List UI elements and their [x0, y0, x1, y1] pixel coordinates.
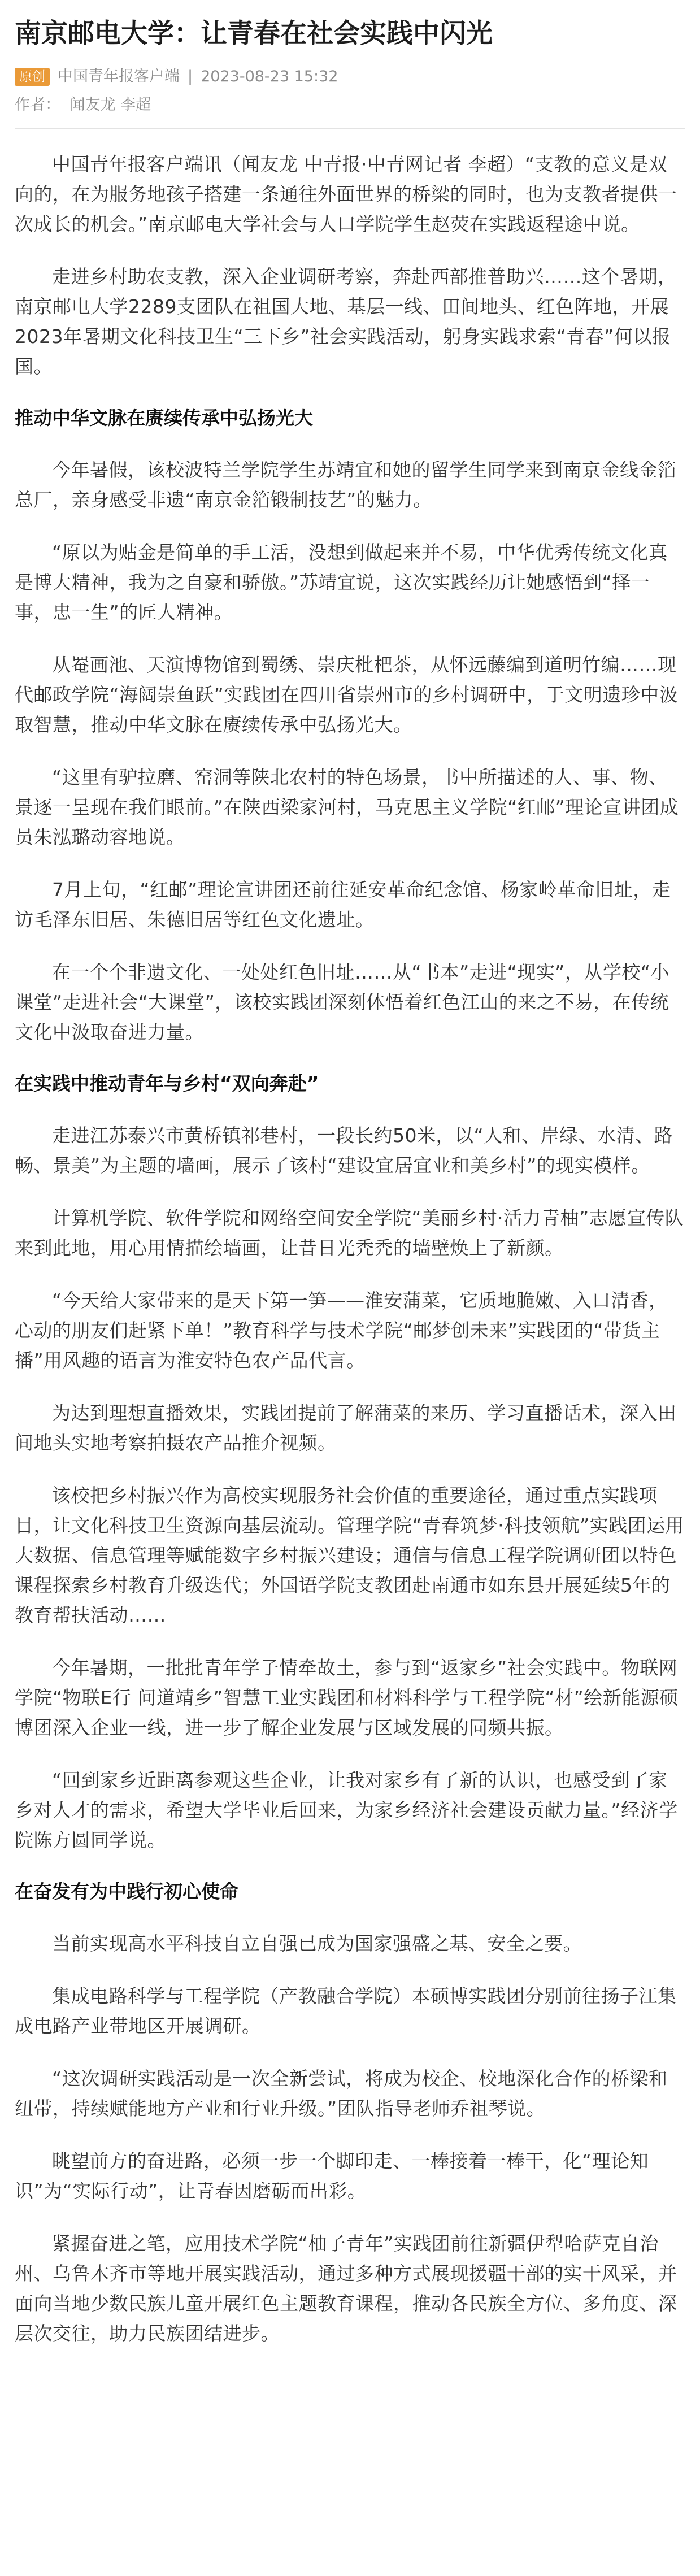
paragraph: 该校把乡村振兴作为高校实现服务社会价值的重要途径，通过重点实践项目，让文化科技卫生资源向基层流动。管理学院“青春筑梦·科技领航”实践团运用大数据、信息管理等赋能数字乡村振兴建设；通信与信息工程学院调研团以特色课程探索乡村教育升级迭代；外国语学院支教团赴南通市如东县开展延续5年的教育帮扶活动……	[15, 1484, 685, 1626]
section-heading: 在奋发有为中践行初心使命	[15, 1880, 238, 1902]
paragraph: “今天给大家带来的是天下第一笋——淮安蒲菜，它质地脆嫩、入口清香，心动的朋友们赶紧下单！”教育科学与技术学院“邮梦创未来”实践团的“带货主播”用风趣的语言为淮安特色农产品代言。	[15, 1289, 668, 1371]
paragraph: 从罨画池、天演博物馆到蜀绣、崇庆枇杷茶，从怀远藤编到道明竹编……现代邮政学院“海阔崇鱼跃”实践团在四川省崇州市的乡村调研中，于文明遗珍中汲取智慧，推动中华文脉在赓续传承中弘扬光大。	[15, 654, 679, 736]
section-heading: 推动中华文脉在赓续传承中弘扬光大	[15, 407, 313, 429]
paragraph: 为达到理想直播效果，实践团提前了解蒲菜的来历、学习直播话术，深入田间地头实地考察拍摄农产品推介视频。	[15, 1402, 677, 1454]
source-name[interactable]: 中国青年报客户端	[58, 68, 180, 85]
publish-date: 2023-08-23 15:32	[201, 68, 338, 85]
author-line	[15, 95, 685, 115]
paragraph: 今年暑假，该校波特兰学院学生苏靖宜和她的留学生同学来到南京金线金箔总厂，亲身感受非遗“南京金箔锻制技艺”的魅力。	[15, 459, 677, 511]
paragraph: 今年暑期，一批批青年学子情牵故土，参与到“返家乡”社会实践中。物联网学院“物联E行 问道靖乡”智慧工业实践团和材料科学与工程学院“材”绘新能源硕博团深入企业一线，进一步了解企业发展与区域发展的同频共振。	[15, 1657, 679, 1739]
paragraph: 集成电路科学与工程学院（产教融合学院）本硕博实践团分别前往扬子江集成电路产业带地区开展调研。	[15, 1985, 677, 2037]
paragraph: 紧握奋进之笔，应用技术学院“柚子青年”实践团前往新疆伊犁哈萨克自治州、乌鲁木齐市等地开展实践活动，通过多种方式展现援疆干部的实干风采，并面向当地少数民族儿童开展红色主题教育课程，推动各民族全方位、多角度、深层次交往，助力民族团结进步。	[15, 2232, 677, 2344]
paragraph: 走进乡村助农支教，深入企业调研考察，奔赴西部推普助兴……这个暑期，南京邮电大学2289支团队在祖国大地、基层一线、田间地头、红色阵地，开展2023年暑期文化科技卫生“三下乡”社会实践活动，躬身实践求索“青春”何以报国。	[15, 266, 677, 377]
article-meta	[15, 67, 685, 87]
header-divider	[15, 128, 685, 129]
paragraph: 中国青年报客户端讯（闻友龙 中青报·中青网记者 李超）“支教的意义是双向的，在为服务地孩子搭建一条通往外面世界的桥梁的同时，也为支教者提供一次成长的机会。”南京邮电大学社会与人口学院学生赵荧在实践返程途中说。	[15, 153, 677, 235]
paragraph: 计算机学院、软件学院和网络空间安全学院“美丽乡村·活力青柚”志愿宣传队来到此地，用心用情描绘墙画，让昔日光秃秃的墙壁焕上了新颜。	[15, 1207, 684, 1259]
paragraph: “这里有驴拉磨、窑洞等陕北农村的特色场景，书中所描述的人、事、物、景逐一呈现在我们眼前。”在陕西梁家河村，马克思主义学院“红邮”理论宣讲团成员朱泓璐动容地说。	[15, 766, 679, 848]
paragraph: 在一个个非遗文化、一处处红色旧址……从“书本”走进“现实”，从学校“小课堂”走进社会“大课堂”，该校实践团深刻体悟着红色江山的来之不易，在传统文化中汲取奋进力量。	[15, 961, 669, 1043]
paragraph: 7月上旬，“红邮”理论宣讲团还前往延安革命纪念馆、杨家岭革命旧址，走访毛泽东旧居、朱德旧居等红色文化遗址。	[15, 879, 671, 931]
original-badge: 原创	[15, 68, 50, 86]
section-heading: 在实践中推动青年与乡村“双向奔赴”	[15, 1072, 319, 1094]
article-title: 南京邮电大学：让青春在社会实践中闪光	[15, 18, 493, 49]
paragraph: “原以为贴金是简单的手工活，没想到做起来并不易，中华优秀传统文化真是博大精神，我为之自豪和骄傲。”苏靖宜说，这次实践经历让她感悟到“择一事，忠一生”的匠人精神。	[15, 541, 668, 623]
paragraph: “回到家乡近距离参观这些企业，让我对家乡有了新的认识，也感受到了家乡对人才的需求，希望大学毕业后回来，为家乡经济社会建设贡献力量。”经济学院陈方圆同学说。	[15, 1769, 678, 1851]
article-body	[15, 149, 685, 2348]
meta-separator: |	[188, 68, 193, 85]
paragraph: “这次调研实践活动是一次全新尝试，将成为校企、校地深化合作的桥梁和纽带，持续赋能地方产业和行业升级。”团队指导老师乔祖琴说。	[15, 2067, 668, 2119]
paragraph: 当前实现高水平科技自立自强已成为国家强盛之基、安全之要。	[52, 1932, 582, 1954]
paragraph: 眺望前方的奋进路，必须一步一个脚印走、一棒接着一棒干，化“理论知识”为“实际行动”，让青春因磨砺而出彩。	[15, 2150, 649, 2202]
author-label: 作者：	[15, 96, 60, 114]
author-names: 闻友龙 李超	[69, 96, 151, 114]
paragraph: 走进江苏泰兴市黄桥镇祁巷村，一段长约50米，以“人和、岸绿、水清、路畅、景美”为主题的墙画，展示了该村“建设宜居宜业和美乡村”的现实模样。	[15, 1124, 673, 1176]
